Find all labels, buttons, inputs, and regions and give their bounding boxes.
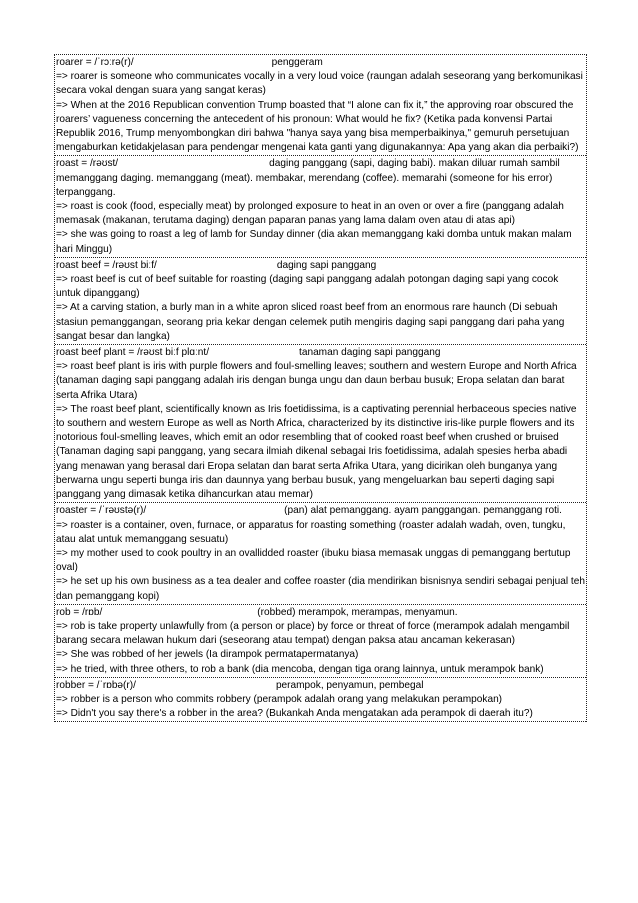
example-line: => Didn't you say there's a robber in the area? (Bukankah Anda mengatakan ada perampok di daerah itu?) bbox=[56, 708, 533, 720]
entry-translation: daging sapi panggang bbox=[276, 259, 377, 271]
entry-translation: perampok, penyamun, pembegal bbox=[275, 679, 424, 691]
example-line: => my mother used to cook poultry in an ovallidded roaster (ibuku biasa memasak unggas di pemanggang bertutup oval) bbox=[56, 547, 571, 574]
entry-translation: daging panggang (sapi, daging babi). makan diluar rumah sambil memanggang daging. memanggang (meat). membakar, merendang (coffee). memarahi (someone for his error) terpanggang. bbox=[56, 158, 560, 198]
example-line: => she was going to roast a leg of lamb for Sunday dinner (dia akan memanggang kaki domba untuk makan malam hari Minggu) bbox=[56, 229, 572, 255]
entry-roast-beef bbox=[55, 258, 586, 345]
example-line: => he set up his own business as a tea dealer and coffee roaster (dia mendirikan bisnisnya sendiri sebagai penjual teh dan pemanggang kopi) bbox=[56, 576, 585, 602]
example-line: => When at the 2016 Republican convention Trump boasted that “I alone can fix it,” the approving roar obscured the roarers’ vagueness concerning the antecedent of his pronoun: What would he fix? (Ketika pada konvensi Partai Republik 2016, Trump menyombongkan diri bahwa "hanya saya yang bisa memperbaikinya," gemuruh persetujuan mengaburkan ketidakjelasan para pendengar mengenai kata ganti yang digunakannya: Apa yang akan dia perbaiki?) bbox=[56, 99, 579, 154]
entry-heading bbox=[56, 56, 585, 70]
entry-term: roast = /rəʊst/ bbox=[56, 158, 119, 170]
example-line: => he tried, with three others, to rob a bank (dia mencoba, dengan tiga orang lainnya, untuk merampok bank) bbox=[56, 663, 544, 675]
entry-term: robber = /ˈrɒbə(r)/ bbox=[56, 679, 136, 691]
entry-term: roast beef plant = /rəʊst biːf plɑːnt/ bbox=[56, 347, 210, 359]
example-line: => The roast beef plant, scientifically known as Iris foetidissima, is a captivating perennial herbaceous species native to southern and western Europe as well as North Africa, characterized by its distinctive iris-like purple flowers and its notorious foul-smelling leaves, which emit an odor resembling that of cooked roast beef when crushed or bruised (Tanaman daging sapi panggang, yang secara ilmiah dikenal sebagai Iris foetidissima, adalah spesies herba abadi yang menawan yang berasal dari Eropa selatan dan barat serta Afrika Utara, yang dicirikan oleh bunganya yang berwarna ungu seperti bunga iris dan daunnya yang berbau busuk, yang mengeluarkan bau seperti daging sapi panggang yang dimasak ketika dihancurkan atau memar) bbox=[56, 403, 577, 501]
definition-line: => roast is cook (food, especially meat) by prolonged exposure to heat in an oven or over a fire (panggang adalah memasak (makanan, terutama daging) dengan paparan panas yang lama dalam oven atau di atas api) bbox=[56, 201, 564, 227]
definition-line: => roarer is someone who communicates vocally in a very loud voice (raungan adalah seseorang yang berkomunikasi secara vokal dengan suara yang sangat keras) bbox=[56, 71, 583, 97]
definition-line: => robber is a person who commits robbery (perampok adalah orang yang melakukan perampokan) bbox=[56, 693, 503, 705]
entry-term: rob = /rɒb/ bbox=[56, 606, 103, 618]
entry-roast bbox=[55, 156, 586, 257]
definition-line: => rob is take property unlawfully from (a person or place) by force or threat of force (merampok adalah mengambil barang secara melawan hukum dari (seseorang atau tempat) dengan paksa atau ancaman kekerasan) bbox=[56, 620, 570, 647]
entry-translation: (robbed) merampok, merampas, menyamun. bbox=[257, 606, 458, 618]
entry-heading bbox=[56, 606, 585, 620]
entry-translation: (pan) alat pemanggang. ayam panggangan. pemanggang roti. bbox=[284, 505, 562, 517]
entry-roarer bbox=[55, 55, 586, 156]
entry-translation: penggeram bbox=[271, 57, 323, 68]
entry-term: roast beef = /rəʊst biːf/ bbox=[56, 259, 157, 271]
definition-line: => roast beef plant is iris with purple flowers and foul-smelling leaves; southern and western Europe and North Africa (tanaman daging sapi panggang adalah iris dengan bunga ungu dan daun berbau busuk; Eropa selatan dan barat serta Afrika Utara) bbox=[56, 361, 577, 401]
example-line: => At a carving station, a burly man in a white apron sliced roast beef from an enormous rare haunch (Di sebuah stasiun pemanggangan, seorang pria kekar dengan celemek putih mengiris daging sapi panggang dari paha yang sangat besar dan langka) bbox=[56, 302, 565, 342]
entry-translation: tanaman daging sapi panggang bbox=[299, 347, 441, 359]
entry-term: roaster = /ˈrəʊstə(r)/ bbox=[56, 505, 147, 517]
entry-heading bbox=[56, 259, 585, 273]
entry-roaster bbox=[55, 503, 586, 604]
vocabulary-table bbox=[54, 54, 587, 722]
entry-term: roarer = /ˈrɔːrə(r)/ bbox=[56, 57, 134, 68]
entry-roast-beef-plant bbox=[55, 345, 586, 503]
entry-robber bbox=[55, 678, 586, 723]
entry-heading bbox=[56, 157, 585, 200]
entry-heading bbox=[56, 679, 585, 693]
entry-rob bbox=[55, 605, 586, 678]
example-line: => She was robbed of her jewels (Ia dirampok permatapermatanya) bbox=[56, 649, 359, 661]
definition-line: => roaster is a container, oven, furnace, or apparatus for roasting something (roaster adalah wadah, oven, tungku, atau alat untuk memanggang sesuatu) bbox=[56, 519, 566, 545]
entry-heading bbox=[56, 346, 585, 360]
entry-heading bbox=[56, 504, 585, 518]
definition-line: => roast beef is cut of beef suitable for roasting (daging sapi panggang adalah potongan daging sapi yang cocok untuk dipanggang) bbox=[56, 274, 559, 300]
